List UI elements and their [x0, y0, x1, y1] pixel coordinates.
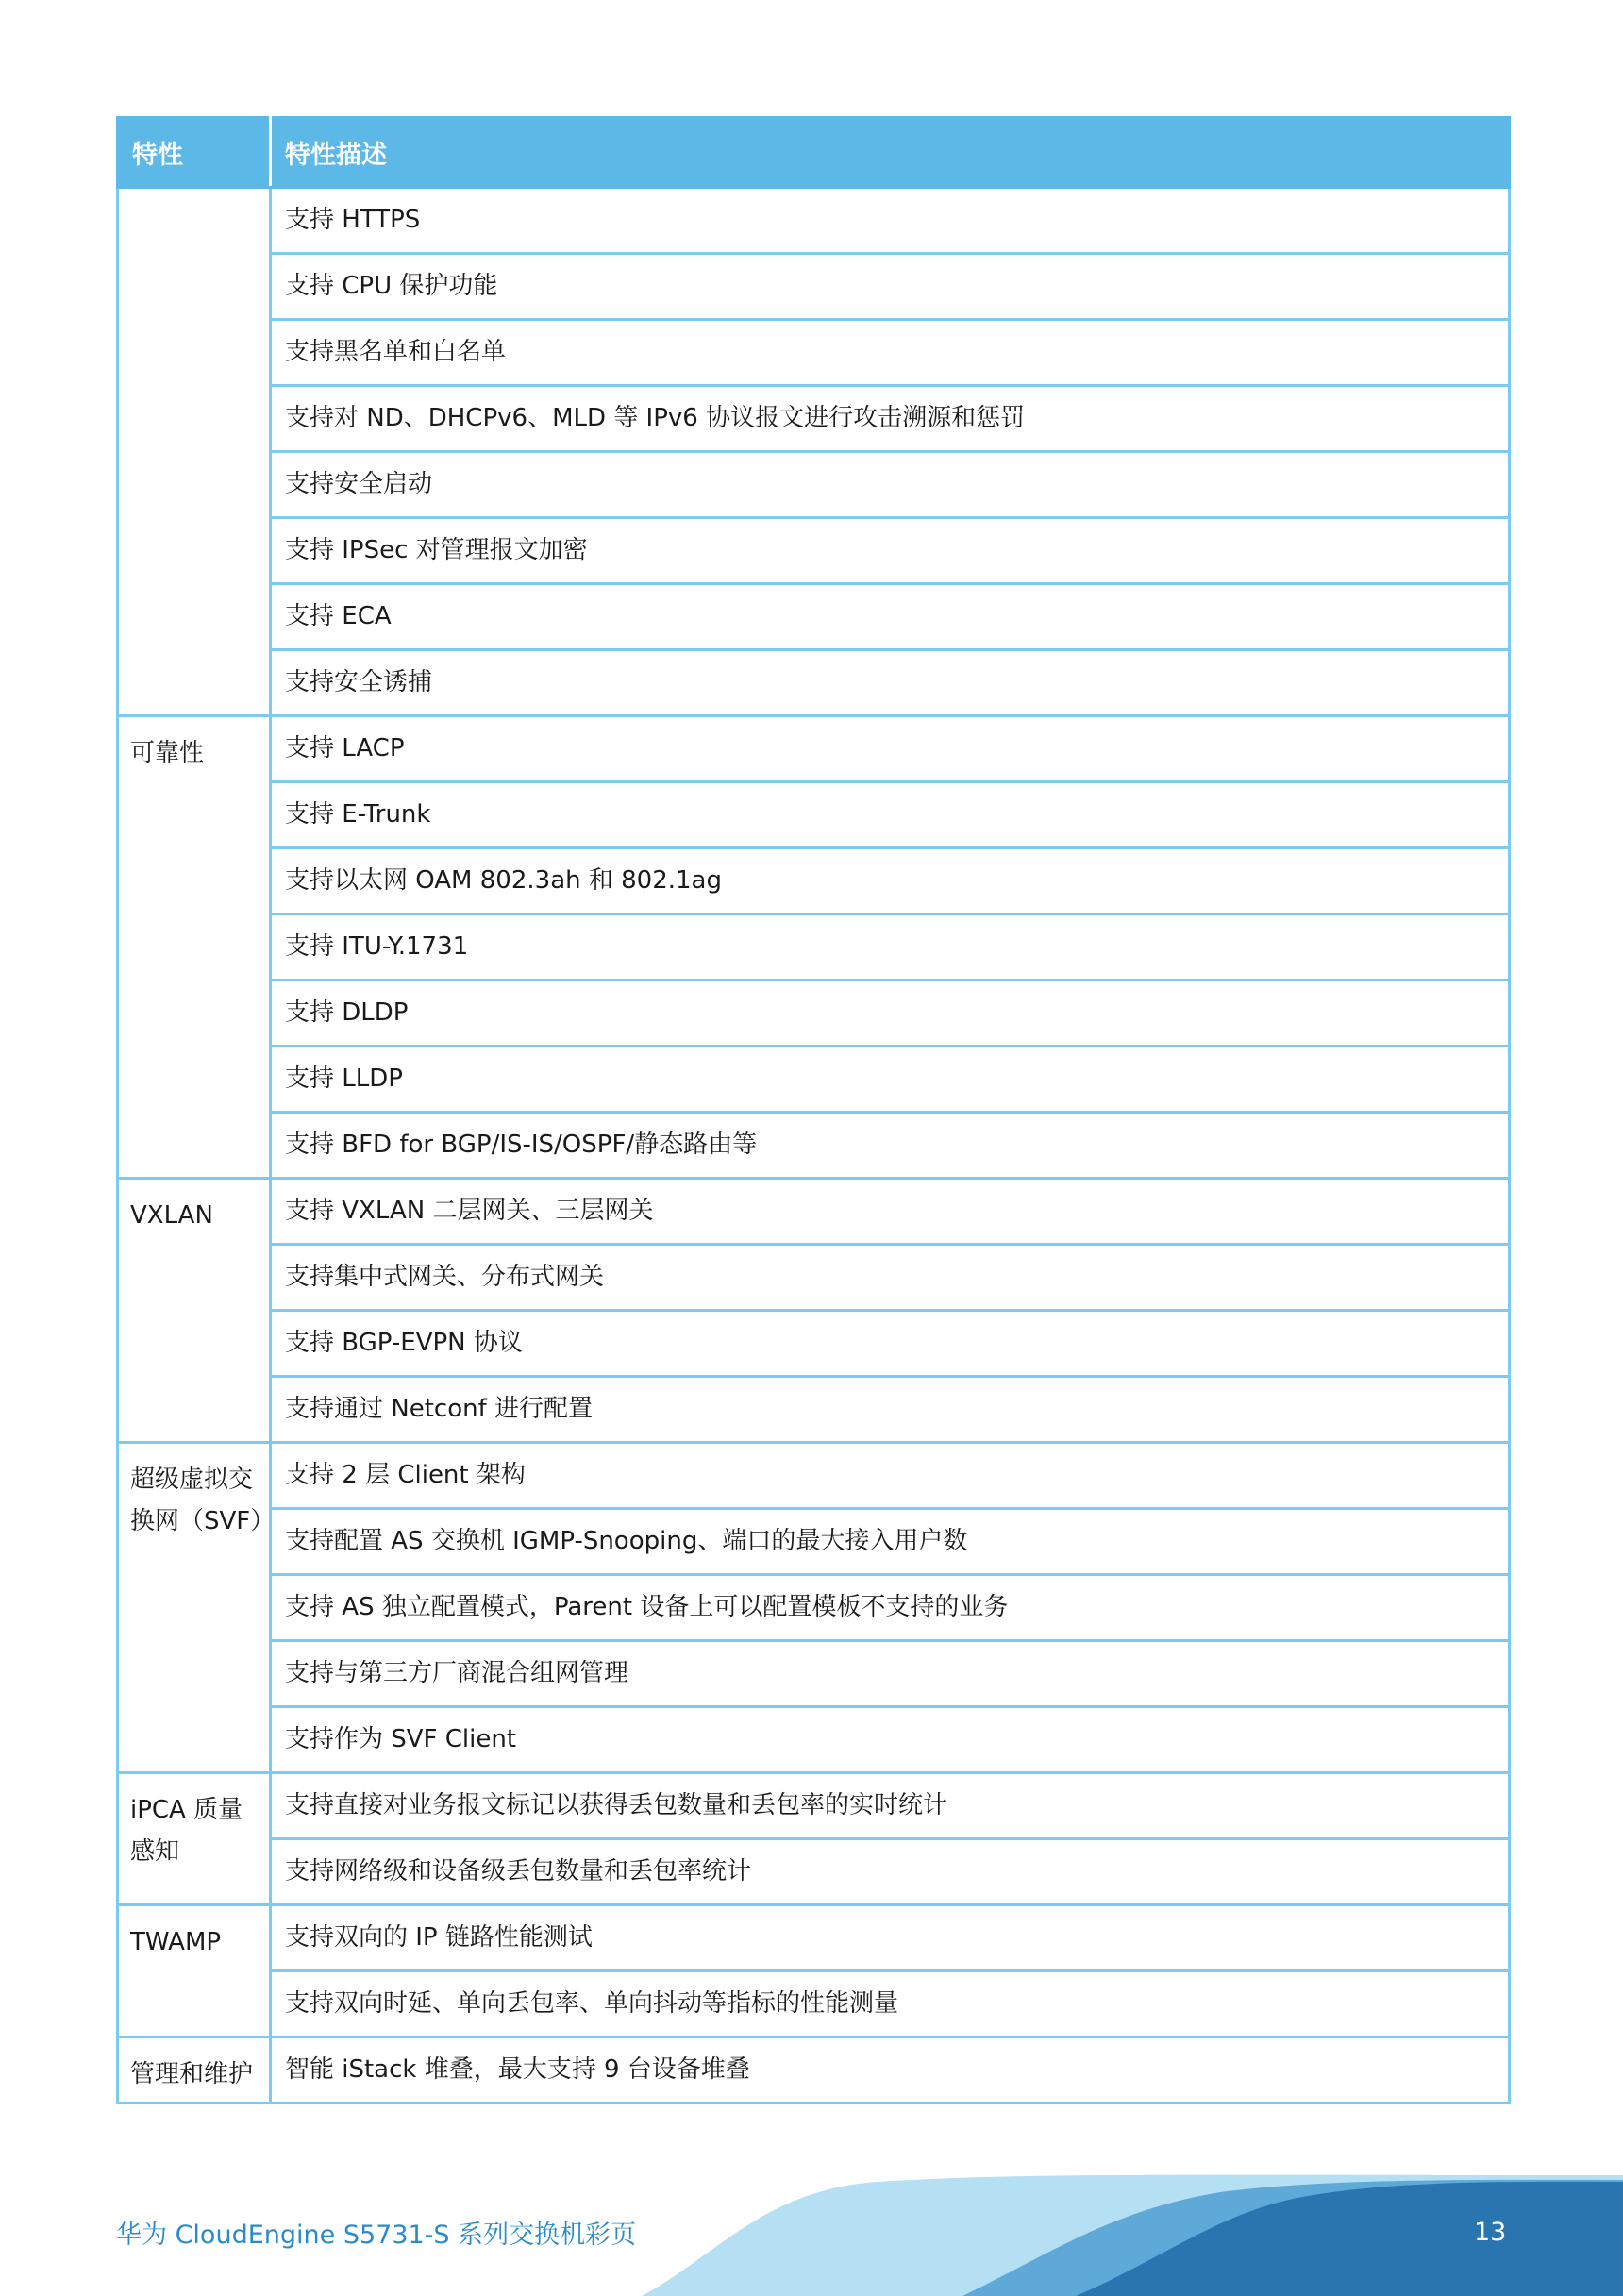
- description-cell: 支持对 ND、DHCPv6、MLD 等 IPv6 协议报文进行攻击溯源和惩罚: [271, 386, 1510, 452]
- description-cell: 支持 AS 独立配置模式，Parent 设备上可以配置模板不支持的业务: [271, 1575, 1510, 1641]
- table-row: [118, 1707, 1510, 1773]
- page-number: 13: [1474, 2218, 1507, 2247]
- description-cell: 支持 VXLAN 二层网关、三层网关: [271, 1179, 1510, 1245]
- table-row: [118, 1113, 1510, 1179]
- description-cell: 支持 CPU 保护功能: [271, 254, 1510, 320]
- table-row: [118, 254, 1510, 320]
- feature-cell: VXLAN: [118, 1179, 271, 1443]
- feature-cell: 可靠性: [118, 716, 271, 1179]
- table-row: [118, 584, 1510, 650]
- description-cell: 支持 2 层 Client 架构: [271, 1443, 1510, 1509]
- table-row: [118, 650, 1510, 716]
- description-cell: 支持 LACP: [271, 716, 1510, 782]
- table-row: [118, 1245, 1510, 1311]
- description-cell: 支持 LLDP: [271, 1047, 1510, 1113]
- description-cell: 支持 ITU-Y.1731: [271, 914, 1510, 980]
- table-row: [118, 1377, 1510, 1443]
- feature-cell: TWAMP: [118, 1905, 271, 2037]
- description-cell: 支持安全诱捕: [271, 650, 1510, 716]
- table-row: [118, 1641, 1510, 1707]
- table-row: [118, 1443, 1510, 1509]
- description-cell: 智能 iStack 堆叠，最大支持 9 台设备堆叠: [271, 2037, 1510, 2103]
- description-cell: 支持 IPSec 对管理报文加密: [271, 518, 1510, 584]
- header-description: 特性描述: [271, 118, 1510, 188]
- description-cell: 支持双向时延、单向丢包率、单向抖动等指标的性能测量: [271, 1971, 1510, 2037]
- feature-cell: iPCA 质量感知: [118, 1773, 271, 1905]
- table-row: [118, 1575, 1510, 1641]
- table-row: [118, 1839, 1510, 1905]
- header-feature: 特性: [118, 118, 271, 188]
- description-cell: 支持作为 SVF Client: [271, 1707, 1510, 1773]
- spec-table: [116, 116, 1511, 2104]
- table-row: [118, 716, 1510, 782]
- table-row: [118, 848, 1510, 914]
- table-row: [118, 320, 1510, 386]
- description-cell: 支持 HTTPS: [271, 188, 1510, 254]
- table-row: [118, 1773, 1510, 1839]
- description-cell: 支持 ECA: [271, 584, 1510, 650]
- table-row: [118, 518, 1510, 584]
- table-row: [118, 1047, 1510, 1113]
- table-row: [118, 188, 1510, 254]
- description-cell: 支持 DLDP: [271, 980, 1510, 1047]
- description-cell: 支持黑名单和白名单: [271, 320, 1510, 386]
- table-row: [118, 452, 1510, 518]
- table-header-row: [118, 118, 1510, 188]
- feature-cell: 管理和维护: [118, 2037, 271, 2103]
- description-cell: 支持 E-Trunk: [271, 782, 1510, 848]
- table-row: [118, 1971, 1510, 2037]
- description-cell: 支持以太网 OAM 802.3ah 和 802.1ag: [271, 848, 1510, 914]
- description-cell: 支持配置 AS 交换机 IGMP-Snooping、端口的最大接入用户数: [271, 1509, 1510, 1575]
- table-row: [118, 2037, 1510, 2103]
- table-row: [118, 1509, 1510, 1575]
- description-cell: 支持直接对业务报文标记以获得丢包数量和丢包率的实时统计: [271, 1773, 1510, 1839]
- table-body: [118, 188, 1510, 2103]
- footer-title: 华为 CloudEngine S5731-S 系列交换机彩页: [116, 2221, 637, 2250]
- table-row: [118, 782, 1510, 848]
- table-row: [118, 1179, 1510, 1245]
- description-cell: 支持安全启动: [271, 452, 1510, 518]
- feature-cell: [118, 188, 271, 716]
- description-cell: 支持通过 Netconf 进行配置: [271, 1377, 1510, 1443]
- table-row: [118, 914, 1510, 980]
- description-cell: 支持 BGP-EVPN 协议: [271, 1311, 1510, 1377]
- table-row: [118, 980, 1510, 1047]
- description-cell: 支持 BFD for BGP/IS-IS/OSPF/静态路由等: [271, 1113, 1510, 1179]
- description-cell: 支持与第三方厂商混合组网管理: [271, 1641, 1510, 1707]
- table-row: [118, 1311, 1510, 1377]
- table-row: [118, 1905, 1510, 1971]
- feature-cell: 超级虚拟交换网（SVF）: [118, 1443, 271, 1773]
- description-cell: 支持网络级和设备级丢包数量和丢包率统计: [271, 1839, 1510, 1905]
- table-row: [118, 386, 1510, 452]
- description-cell: 支持双向的 IP 链路性能测试: [271, 1905, 1510, 1971]
- description-cell: 支持集中式网关、分布式网关: [271, 1245, 1510, 1311]
